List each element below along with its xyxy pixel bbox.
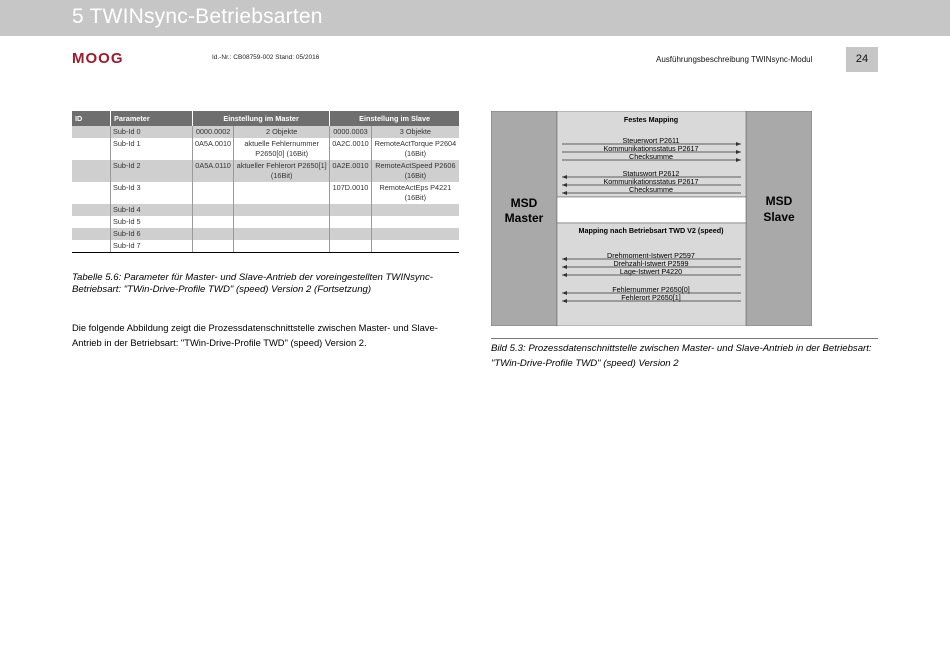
signal-label: Kommunikationsstatus P2617 [603, 143, 699, 153]
table-cell-s2: RemoteActEps P4221 (16Bit) [371, 182, 459, 204]
table-cell-m2 [234, 204, 330, 216]
table-cell-m1: 0000.0002 [193, 126, 234, 138]
moog-logo: MOOG [72, 50, 124, 67]
signal-label: Checksumme [629, 151, 673, 161]
table-cell-m2: 2 Objekte [234, 126, 330, 138]
table-cell-s2: RemoteActSpeed P2606 (16Bit) [371, 160, 459, 182]
table-row [72, 126, 459, 138]
table-cell-m1 [193, 182, 234, 204]
table-cell-id [72, 182, 111, 204]
table-cell-id [72, 216, 111, 228]
table-cell-s2 [371, 240, 459, 253]
signal-label: Fehlerort P2650[1] [621, 292, 681, 302]
table-cell-s1 [330, 228, 372, 240]
table-cell-param: Sub-Id 3 [111, 182, 193, 204]
table-cell-s2 [371, 216, 459, 228]
table-cell-s1 [330, 204, 372, 216]
process-data-diagram [491, 111, 812, 326]
table-cell-s1: 107D.0010 [330, 182, 372, 204]
table-cell-param: Sub-Id 5 [111, 216, 193, 228]
page-number: 24 [846, 47, 878, 72]
signal-label: Statuswort P2612 [622, 168, 680, 178]
chapter-title: 5 TWINsync-Betriebsarten [72, 5, 323, 28]
table-cell-s1 [330, 240, 372, 253]
document-id: Id.-Nr.: CB08759-002 Stand: 05/2016 [212, 54, 320, 61]
table-cell-id [72, 138, 111, 160]
col-header-parameter: Parameter [111, 111, 193, 126]
body-paragraph: Die folgende Abbildung zeigt die Prozessdatenschnittstelle zwischen Master- und Slave-Antrieb in der Betriebsart: "TWin-Drive-Profile TWD" (speed) Version 2. [72, 322, 438, 348]
table-header-row [72, 111, 459, 126]
table-body [72, 126, 459, 253]
col-header-id: ID [72, 111, 111, 126]
signal-label: Lage-Istwert P4220 [619, 266, 683, 276]
table-caption: Tabelle 5.6: Parameter für Master- und Slave-Antrieb der voreingestellten TWINsync- Betriebsart: "TWin-Drive-Profile TWD" (speed) Version 2 (Fortsetzung) [72, 272, 433, 295]
table-cell-id [72, 240, 111, 253]
table-cell-s1 [330, 216, 372, 228]
signal-label: Checksumme [629, 184, 673, 194]
signal-label: Drehzahl-Istwert P2599 [613, 258, 689, 268]
table-cell-m2 [234, 182, 330, 204]
table-cell-m1: 0A5A.0110 [193, 160, 234, 182]
table-cell-m2 [234, 228, 330, 240]
signal-label: Drehmoment-Istwert P2597 [607, 250, 695, 260]
table-row [72, 138, 459, 160]
signal-label: Steuerwort P2611 [622, 135, 680, 145]
table-cell-m2 [234, 216, 330, 228]
slave-label-2: Slave [763, 210, 795, 224]
table-cell-id [72, 204, 111, 216]
diagram-gap [557, 197, 746, 223]
col-header-slave: Einstellung im Slave [330, 111, 459, 126]
mode-mapping-title: Mapping nach Betriebsart TWD V2 (speed) [578, 226, 724, 235]
chapter-banner [0, 0, 950, 36]
document-title: Ausführungsbeschreibung TWINsync-Modul [656, 55, 813, 64]
table-cell-id [72, 126, 111, 138]
table-cell-s2: RemoteActTorque P2604 (16Bit) [371, 138, 459, 160]
table-cell-m1 [193, 216, 234, 228]
figure-caption: Bild 5.3: Prozessdatenschnittstelle zwischen Master- und Slave-Antrieb in der Betriebsart: "TWin-Drive-Profile TWD" (speed) Version 2 [491, 338, 878, 371]
master-label-1: MSD [510, 196, 538, 210]
table-cell-s1: 0A2E.0010 [330, 160, 372, 182]
table-cell-m2 [234, 240, 330, 253]
table-cell-m1 [193, 228, 234, 240]
col-header-master: Einstellung im Master [193, 111, 330, 126]
table-cell-m1 [193, 204, 234, 216]
table-row [72, 228, 459, 240]
parameter-table [72, 111, 459, 253]
signal-label: Fehlernummer P2650[0] [612, 284, 690, 294]
table-cell-id [72, 228, 111, 240]
table-cell-param: Sub-Id 7 [111, 240, 193, 253]
table-cell-m1 [193, 240, 234, 253]
signal-label: Kommunikationsstatus P2617 [603, 176, 699, 186]
table-row [72, 204, 459, 216]
table-cell-s2 [371, 204, 459, 216]
table-cell-param: Sub-Id 1 [111, 138, 193, 160]
table-row [72, 216, 459, 228]
table-cell-id [72, 160, 111, 182]
table-row [72, 160, 459, 182]
table-cell-s2: 3 Objekte [371, 126, 459, 138]
table-cell-param: Sub-Id 4 [111, 204, 193, 216]
table-cell-param: Sub-Id 0 [111, 126, 193, 138]
table-cell-m2: aktuelle Fehlernummer P2650[0] (16Bit) [234, 138, 330, 160]
fixed-mapping-title: Festes Mapping [623, 115, 679, 124]
table-cell-param: Sub-Id 6 [111, 228, 193, 240]
master-label-2: Master [504, 211, 544, 225]
table-cell-s2 [371, 228, 459, 240]
slave-label-1: MSD [765, 194, 793, 208]
table-row [72, 182, 459, 204]
table-cell-m2: aktueller Fehlerort P2650[1] (16Bit) [234, 160, 330, 182]
table-cell-s1: 0A2C.0010 [330, 138, 372, 160]
table-cell-s1: 0000.0003 [330, 126, 372, 138]
table-row [72, 240, 459, 253]
table-cell-m1: 0A5A.0010 [193, 138, 234, 160]
table-cell-param: Sub-Id 2 [111, 160, 193, 182]
